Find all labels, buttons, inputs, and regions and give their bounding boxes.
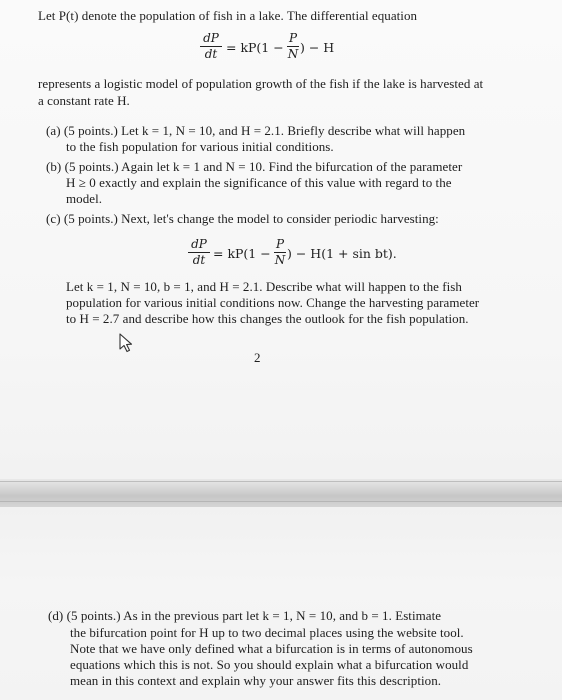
eq2-rhs-b: ) − H(1 + sin bt). (287, 246, 397, 261)
intro-line-3: a constant rate H. (38, 93, 130, 108)
part-a-line-2: to the fish population for various initial conditions. (66, 139, 334, 154)
part-c-line-1: (c) (5 points.) Next, let's change the model to consider periodic harvesting: (46, 211, 439, 226)
part-d-line-1: (d) (5 points.) As in the previous part let k = 1, N = 10, and b = 1. Estimate (48, 608, 442, 623)
part-d-line-5: mean in this context and explain why your answer fits this description. (70, 673, 442, 688)
intro-line-2: represents a logistic model of population growth of the fish if the lake is harvested at (38, 76, 484, 91)
part-b-line-3: model. (66, 191, 103, 206)
eq2-inner-fraction: P N (274, 237, 286, 267)
mouse-pointer-icon (118, 333, 134, 353)
page-fold-gap (0, 479, 562, 507)
eq1-rhs-a: = kP(1 − (226, 40, 284, 55)
part-c-line-4: to H = 2.7 and describe how this changes the outlook for the fish population. (66, 311, 469, 326)
eq1-fraction: dP dt (200, 32, 222, 61)
part-c-line-3: population for various initial conditions now. Change the harvesting parameter (66, 295, 480, 310)
page-number: 2 (254, 350, 261, 365)
eq2-rhs-a: = kP(1 − (213, 246, 271, 261)
part-b-line-2: H ≥ 0 exactly and explain the significance of this value with regard to the (66, 175, 452, 190)
eq2-fraction: dP dt (188, 238, 210, 267)
part-c-line-2: Let k = 1, N = 10, b = 1, and H = 2.1. Describe what will happen to the fish (66, 279, 462, 294)
part-d-line-4: equations which this is not. So you should explain what a bifurcation would (70, 657, 469, 672)
intro-line-1: Let P(t) denote the population of fish in a lake. The differential equation (38, 8, 418, 23)
part-d-line-3: Note that we have only defined what a bifurcation is in terms of autonomous (70, 641, 473, 656)
part-a-line-1: (a) (5 points.) Let k = 1, N = 10, and H = 2.1. Briefly describe what will happen (46, 123, 466, 138)
eq1-inner-fraction: P N (287, 31, 299, 61)
part-d-line-2: the bifurcation point for H up to two decimal places using the website tool. (70, 625, 464, 640)
eq1-rhs-b: ) − H (300, 40, 335, 55)
part-b-line-1: (b) (5 points.) Again let k = 1 and N = 10. Find the bifurcation of the parameter (46, 159, 463, 174)
